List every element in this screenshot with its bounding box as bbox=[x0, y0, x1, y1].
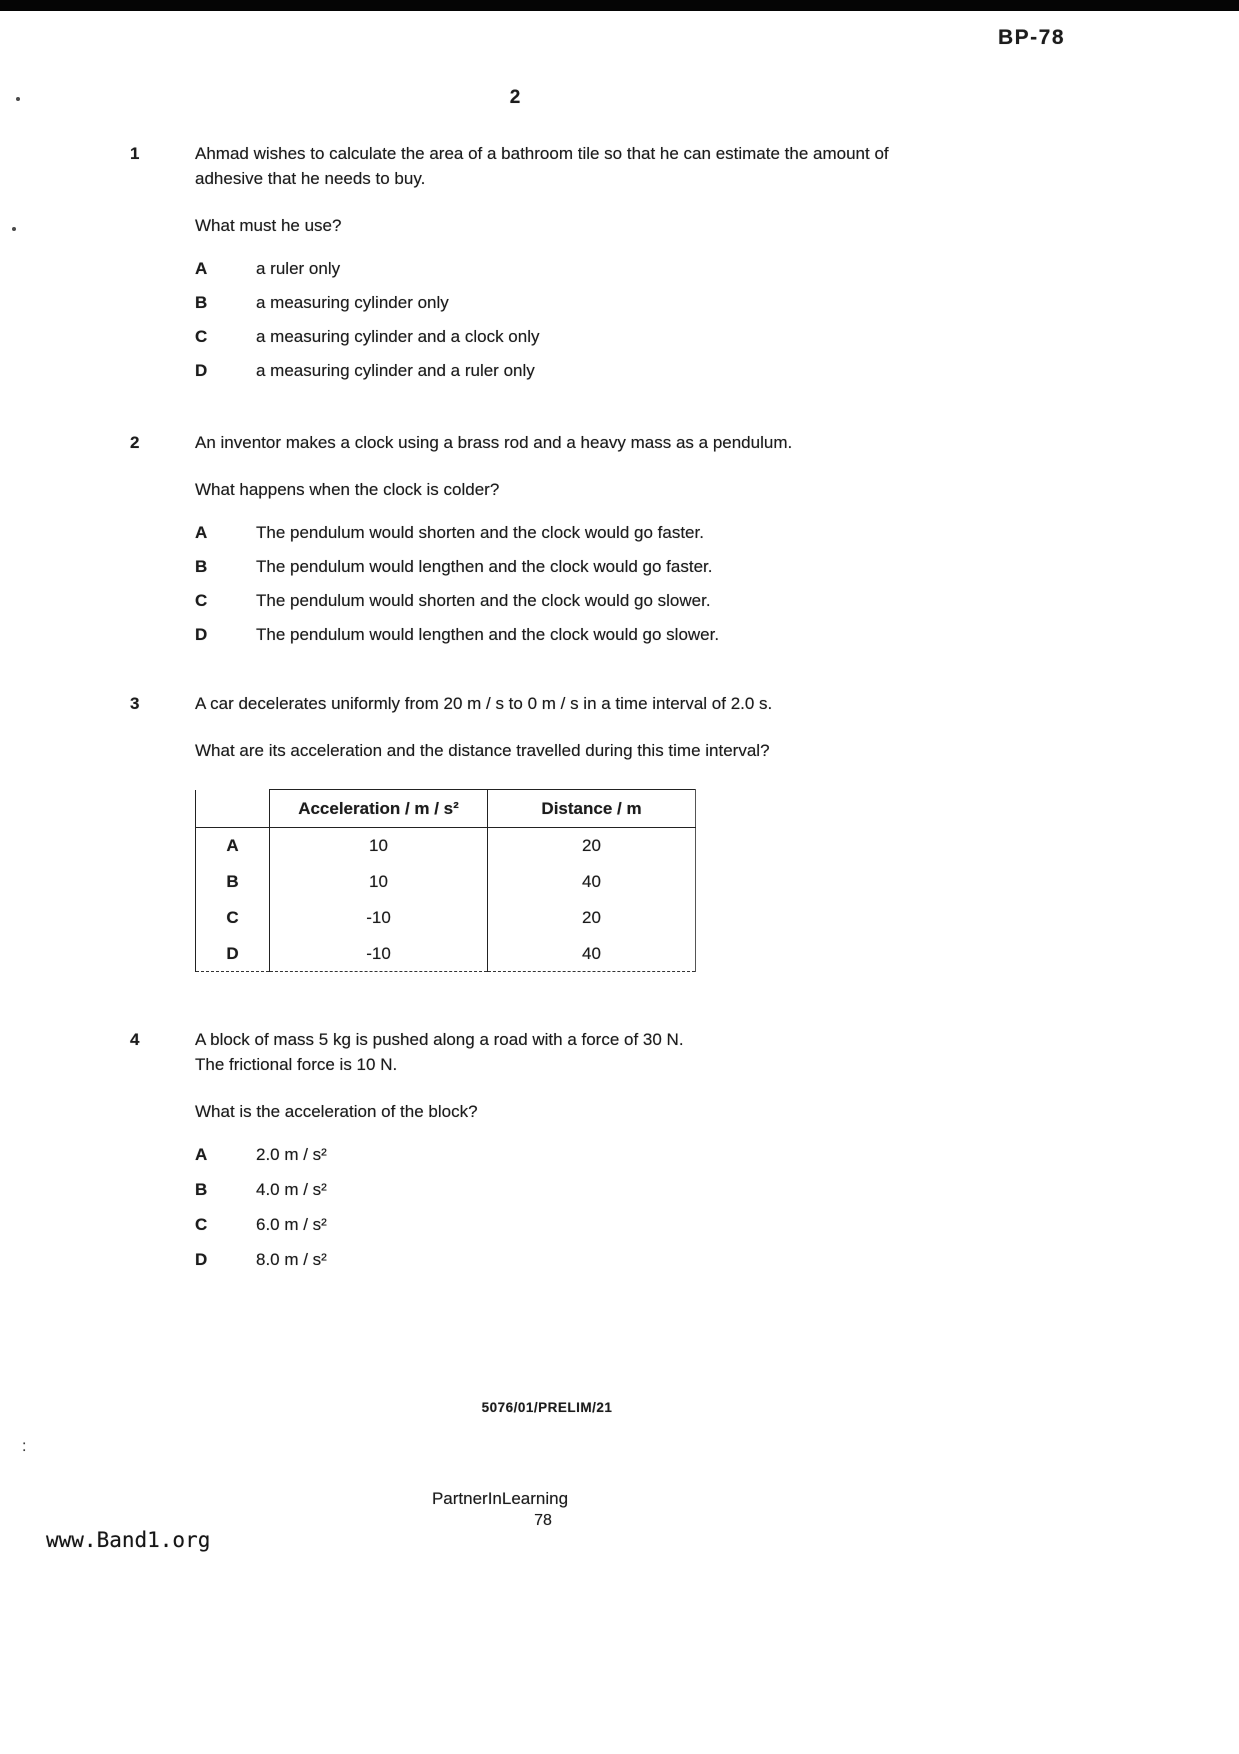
question-stem: A car decelerates uniformly from 20 m / s to 0 m / s in a time interval of 2.0 s. bbox=[195, 694, 773, 713]
cell-distance: 20 bbox=[488, 828, 696, 864]
scan-speckle bbox=[12, 227, 16, 231]
table-row-a bbox=[196, 828, 696, 864]
question-body bbox=[195, 691, 895, 972]
option-letter: A bbox=[195, 259, 208, 278]
option-letter: B bbox=[195, 293, 208, 312]
question-body bbox=[195, 430, 895, 656]
row-label: D bbox=[196, 936, 270, 972]
watermark-url: www.Band1.org bbox=[46, 1528, 211, 1552]
table-row-d bbox=[196, 936, 696, 972]
question-stem-line-1: A block of mass 5 kg is pushed along a road with a force of 30 N. bbox=[195, 1030, 684, 1049]
option-a bbox=[195, 520, 895, 554]
footer-page-number: 78 bbox=[534, 1512, 552, 1529]
option-text: a measuring cylinder and a ruler only bbox=[256, 361, 535, 380]
option-text: 2.0 m / s² bbox=[256, 1145, 327, 1164]
answer-table bbox=[195, 789, 696, 972]
row-label: B bbox=[226, 872, 239, 891]
option-letter: A bbox=[195, 1145, 208, 1164]
option-c bbox=[195, 1212, 895, 1247]
cell-acceleration: 10 bbox=[270, 828, 488, 864]
option-c bbox=[195, 324, 895, 358]
option-text: The pendulum would shorten and the clock would go faster. bbox=[256, 523, 704, 542]
scan-speckle: : bbox=[22, 1438, 27, 1455]
question-prompt: What is the acceleration of the block? bbox=[195, 1102, 478, 1121]
question-number: 4 bbox=[130, 1030, 140, 1049]
table-corner-cell bbox=[196, 790, 270, 828]
option-text: a ruler only bbox=[256, 259, 341, 278]
option-c bbox=[195, 588, 895, 622]
option-text: 6.0 m / s² bbox=[256, 1215, 327, 1234]
question-body bbox=[195, 1027, 895, 1282]
row-label: C bbox=[226, 908, 239, 927]
question-number: 2 bbox=[130, 433, 140, 452]
option-letter: D bbox=[195, 1250, 208, 1269]
question-stem: Ahmad wishes to calculate the area of a bathroom tile so that he can estimate the amount of adhesive that he needs to buy. bbox=[195, 144, 889, 188]
option-b bbox=[195, 1177, 895, 1212]
option-d bbox=[195, 1247, 895, 1282]
cell-distance: 40 bbox=[488, 936, 696, 972]
question-prompt: What must he use? bbox=[195, 216, 342, 235]
table-row-b bbox=[196, 864, 696, 900]
option-d bbox=[195, 622, 895, 656]
option-letter: B bbox=[195, 557, 208, 576]
option-text: 4.0 m / s² bbox=[256, 1180, 327, 1199]
question-number: 1 bbox=[130, 144, 140, 163]
table-header-row bbox=[196, 790, 696, 828]
option-a bbox=[195, 1142, 895, 1177]
document-code: BP-78 bbox=[998, 26, 1066, 49]
option-text: The pendulum would lengthen and the clock would go slower. bbox=[256, 625, 720, 644]
options-list bbox=[195, 1142, 895, 1282]
question-stem: An inventor makes a clock using a brass rod and a heavy mass as a pendulum. bbox=[195, 433, 793, 452]
question-stem-line-2: The frictional force is 10 N. bbox=[195, 1055, 398, 1074]
option-text: a measuring cylinder only bbox=[256, 293, 449, 312]
cell-distance: 40 bbox=[488, 864, 696, 900]
page-number: 2 bbox=[509, 87, 521, 108]
table-header-distance: Distance / m bbox=[488, 790, 696, 828]
scan-edge-artifact bbox=[0, 0, 1239, 11]
option-letter: C bbox=[195, 591, 208, 610]
question-number: 3 bbox=[130, 694, 140, 713]
question-prompt: What happens when the clock is colder? bbox=[195, 480, 500, 499]
option-a bbox=[195, 256, 895, 290]
options-list bbox=[195, 256, 895, 392]
question-prompt: What are its acceleration and the distance travelled during this time interval? bbox=[195, 741, 770, 760]
cell-acceleration: -10 bbox=[270, 900, 488, 936]
option-b bbox=[195, 554, 895, 588]
question-3 bbox=[130, 691, 950, 972]
cell-distance: 20 bbox=[488, 900, 696, 936]
option-d bbox=[195, 358, 895, 392]
table-row-c bbox=[196, 900, 696, 936]
cell-acceleration: 10 bbox=[270, 864, 488, 900]
question-4 bbox=[130, 1027, 950, 1282]
option-text: a measuring cylinder and a clock only bbox=[256, 327, 540, 346]
option-letter: C bbox=[195, 327, 208, 346]
option-b bbox=[195, 290, 895, 324]
option-letter: A bbox=[195, 523, 208, 542]
option-text: 8.0 m / s² bbox=[256, 1250, 327, 1269]
option-letter: C bbox=[195, 1215, 208, 1234]
footer-paper-code: 5076/01/PRELIM/21 bbox=[481, 1400, 613, 1415]
options-list bbox=[195, 520, 895, 656]
table-header-acceleration: Acceleration / m / s² bbox=[270, 790, 488, 828]
option-letter: D bbox=[195, 625, 208, 644]
footer-brand: PartnerInLearning bbox=[431, 1489, 569, 1508]
option-letter: B bbox=[195, 1180, 208, 1199]
cell-acceleration: -10 bbox=[270, 936, 488, 972]
scan-speckle bbox=[16, 97, 20, 101]
option-text: The pendulum would shorten and the clock would go slower. bbox=[256, 591, 711, 610]
row-label: A bbox=[226, 836, 239, 856]
option-letter: D bbox=[195, 361, 208, 380]
question-body bbox=[195, 141, 895, 392]
option-text: The pendulum would lengthen and the clock would go faster. bbox=[256, 557, 713, 576]
question-1 bbox=[130, 141, 950, 392]
question-2 bbox=[130, 430, 950, 656]
